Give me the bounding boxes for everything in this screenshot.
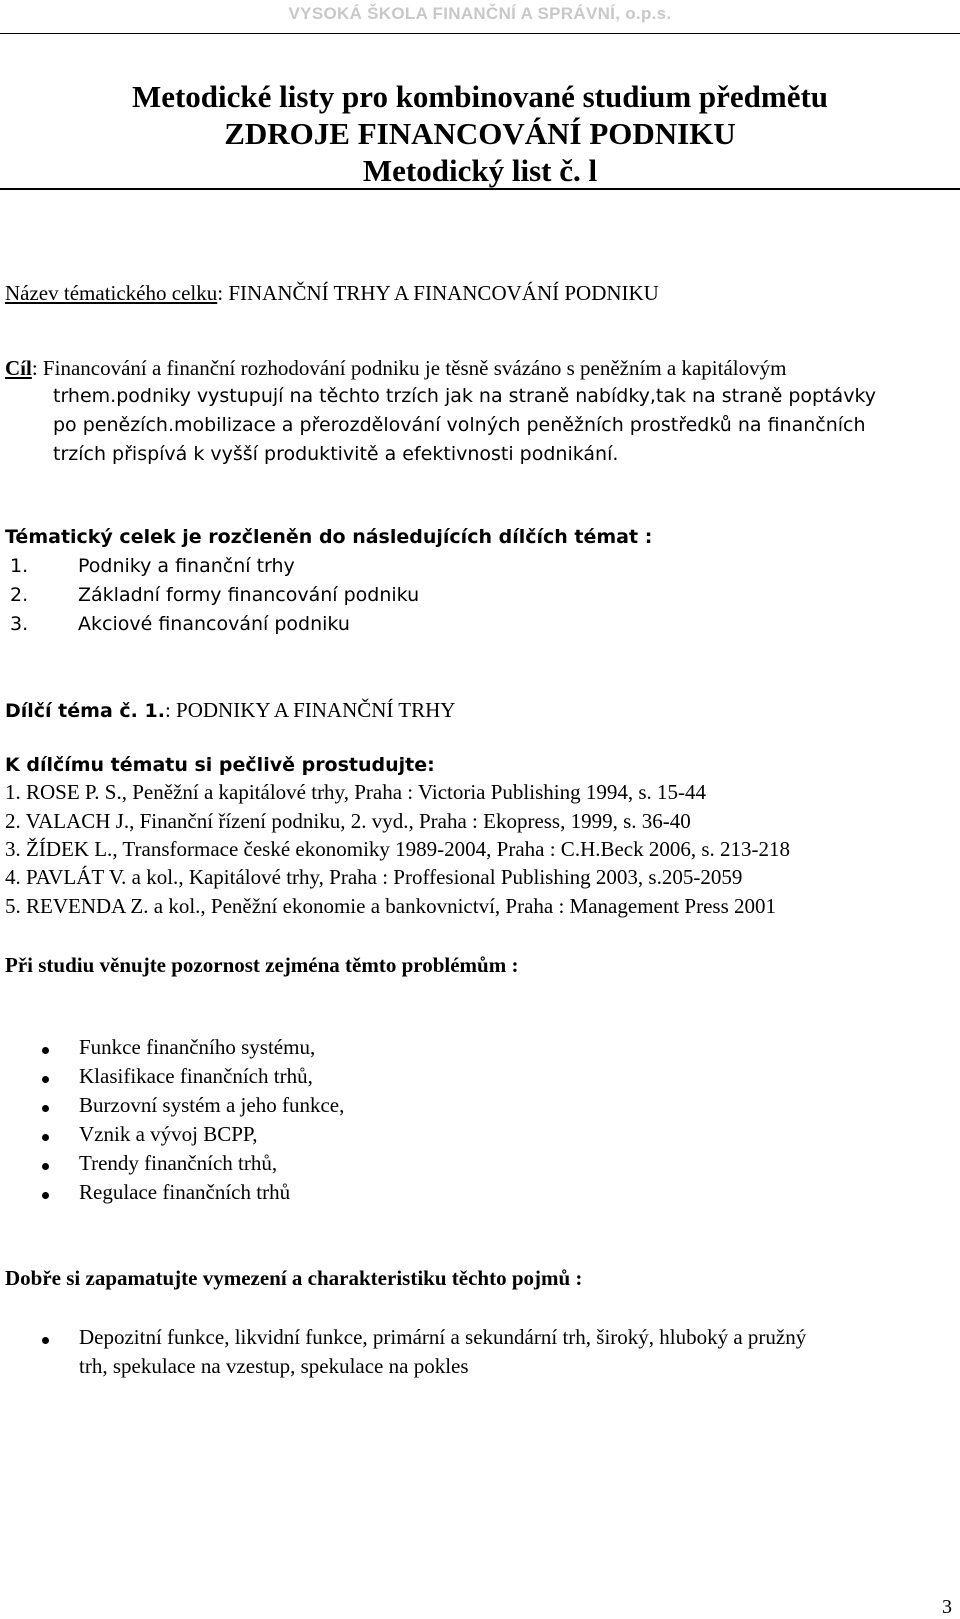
problem-text: Funkce finančního systému, bbox=[79, 1035, 316, 1059]
problem-text: Regulace finančních trhů bbox=[79, 1180, 291, 1204]
title-line-3: Metodický list č. l bbox=[362, 153, 598, 188]
subtopic-item bbox=[10, 555, 295, 577]
problems-heading: Při studiu věnujte pozornost zejména těmto problémům : bbox=[5, 953, 519, 977]
bullet-icon bbox=[42, 1192, 49, 1199]
literature-item bbox=[5, 780, 706, 805]
goal-line-3: po penězích.mobilizace a přerozdělování volných peněžních prostředků na finančních bbox=[53, 414, 866, 436]
literature-author: 1. ROSE P. S. bbox=[5, 780, 122, 804]
page-number: 3 bbox=[942, 1596, 952, 1618]
literature-author: 2. VALACH J. bbox=[5, 809, 130, 833]
problem-text: Burzovní systém a jeho funkce, bbox=[79, 1093, 345, 1117]
title-line-2: ZDROJE FINANCOVÁNÍ PODNIKU bbox=[224, 116, 736, 151]
literature-author: 4. PAVLÁT V. a kol. bbox=[5, 865, 179, 889]
goal-line-1 bbox=[5, 356, 786, 381]
concepts-text-line-1: Depozitní funkce, likvidní funkce, primární a sekundární trh, široký, hluboký a pružný bbox=[79, 1325, 807, 1349]
topic-colon: : bbox=[217, 281, 224, 305]
literature-item bbox=[5, 865, 742, 890]
topic-label: Název tématického celku bbox=[5, 281, 218, 305]
literature-details: , Kapitálové trhy, Praha : Proffesional Publishing 2003, s.205-2059 bbox=[178, 865, 743, 889]
subtheme-prefix: Dílčí téma č. 1. bbox=[5, 700, 165, 722]
subtopic-text: Akciové financování podniku bbox=[78, 613, 350, 635]
goal-line-4: trzích přispívá k vyšší produktivitě a efektivnosti podnikání. bbox=[53, 443, 619, 465]
bullet-icon bbox=[42, 1105, 49, 1112]
bullet-icon bbox=[42, 1337, 49, 1344]
bullet-icon bbox=[42, 1047, 49, 1054]
problem-text: Trendy finančních trhů, bbox=[79, 1151, 278, 1175]
goal-text-1: : Financování a finanční rozhodování podniku je těsně svázáno s peněžním a kapitálovým bbox=[31, 356, 787, 380]
bullet-icon bbox=[42, 1134, 49, 1141]
topic-line bbox=[5, 281, 659, 306]
problem-text: Klasifikace finančních trhů, bbox=[79, 1064, 313, 1088]
literature-details: , Peněžní a kapitálové trhy, Praha : Victoria Publishing 1994, s. 15-44 bbox=[121, 780, 707, 804]
bullet-icon bbox=[42, 1076, 49, 1083]
document-title bbox=[0, 78, 960, 189]
subtopic-item bbox=[10, 584, 420, 606]
goal-label: Cíl bbox=[5, 356, 32, 380]
subtopic-number: 1. bbox=[10, 555, 29, 577]
concepts-text-line-2: trh, spekulace na vzestup, spekulace na pokles bbox=[79, 1354, 469, 1378]
topic-value: FINANČNÍ TRHY A FINANCOVÁNÍ PODNIKU bbox=[223, 281, 659, 305]
subtopic-text: Základní formy financování podniku bbox=[78, 584, 420, 606]
header-rule bbox=[0, 33, 960, 34]
subtopic-text: Podniky a finanční trhy bbox=[78, 555, 295, 577]
literature-heading: K dílčímu tématu si pečlivě prostudujte: bbox=[5, 754, 435, 776]
subtheme-title bbox=[5, 698, 455, 723]
subtopic-number: 2. bbox=[10, 584, 29, 606]
header-school-name: VYSOKÁ ŠKOLA FINANČNÍ A SPRÁVNÍ, o.p.s. bbox=[288, 4, 672, 23]
literature-item bbox=[5, 894, 776, 919]
problem-text: Vznik a vývoj BCPP, bbox=[79, 1122, 258, 1146]
literature-details: , Finanční řízení podniku, 2. vyd., Praha : Ekopress, 1999, s. 36-40 bbox=[129, 809, 691, 833]
subtopic-number: 3. bbox=[10, 613, 29, 635]
literature-item bbox=[5, 809, 691, 834]
literature-item bbox=[5, 837, 790, 862]
subtheme-name: : PODNIKY A FINANČNÍ TRHY bbox=[164, 698, 456, 722]
literature-details: , Transformace české ekonomiky 1989-2004, Praha : C.H.Beck 2006, s. 213-218 bbox=[112, 837, 791, 861]
literature-author: 3. ŽÍDEK L. bbox=[5, 837, 113, 861]
bullet-icon bbox=[42, 1163, 49, 1170]
literature-author: 5. REVENDA Z. a kol. bbox=[5, 894, 201, 918]
literature-details: , Peněžní ekonomie a bankovnictví, Praha : Management Press 2001 bbox=[200, 894, 777, 918]
concepts-heading: Dobře si zapamatujte vymezení a charakteristiku těchto pojmů : bbox=[5, 1266, 583, 1290]
title-rule bbox=[0, 188, 960, 190]
title-line-1: Metodické listy pro kombinované studium předmětu bbox=[131, 79, 829, 114]
subtopics-heading: Tématický celek je rozčleněn do následujících dílčích témat : bbox=[5, 526, 653, 548]
subtopic-item bbox=[10, 613, 350, 635]
goal-line-2: trhem.podniky vystupují na těchto trzích jak na straně nabídky,tak na straně poptávky bbox=[53, 385, 877, 407]
